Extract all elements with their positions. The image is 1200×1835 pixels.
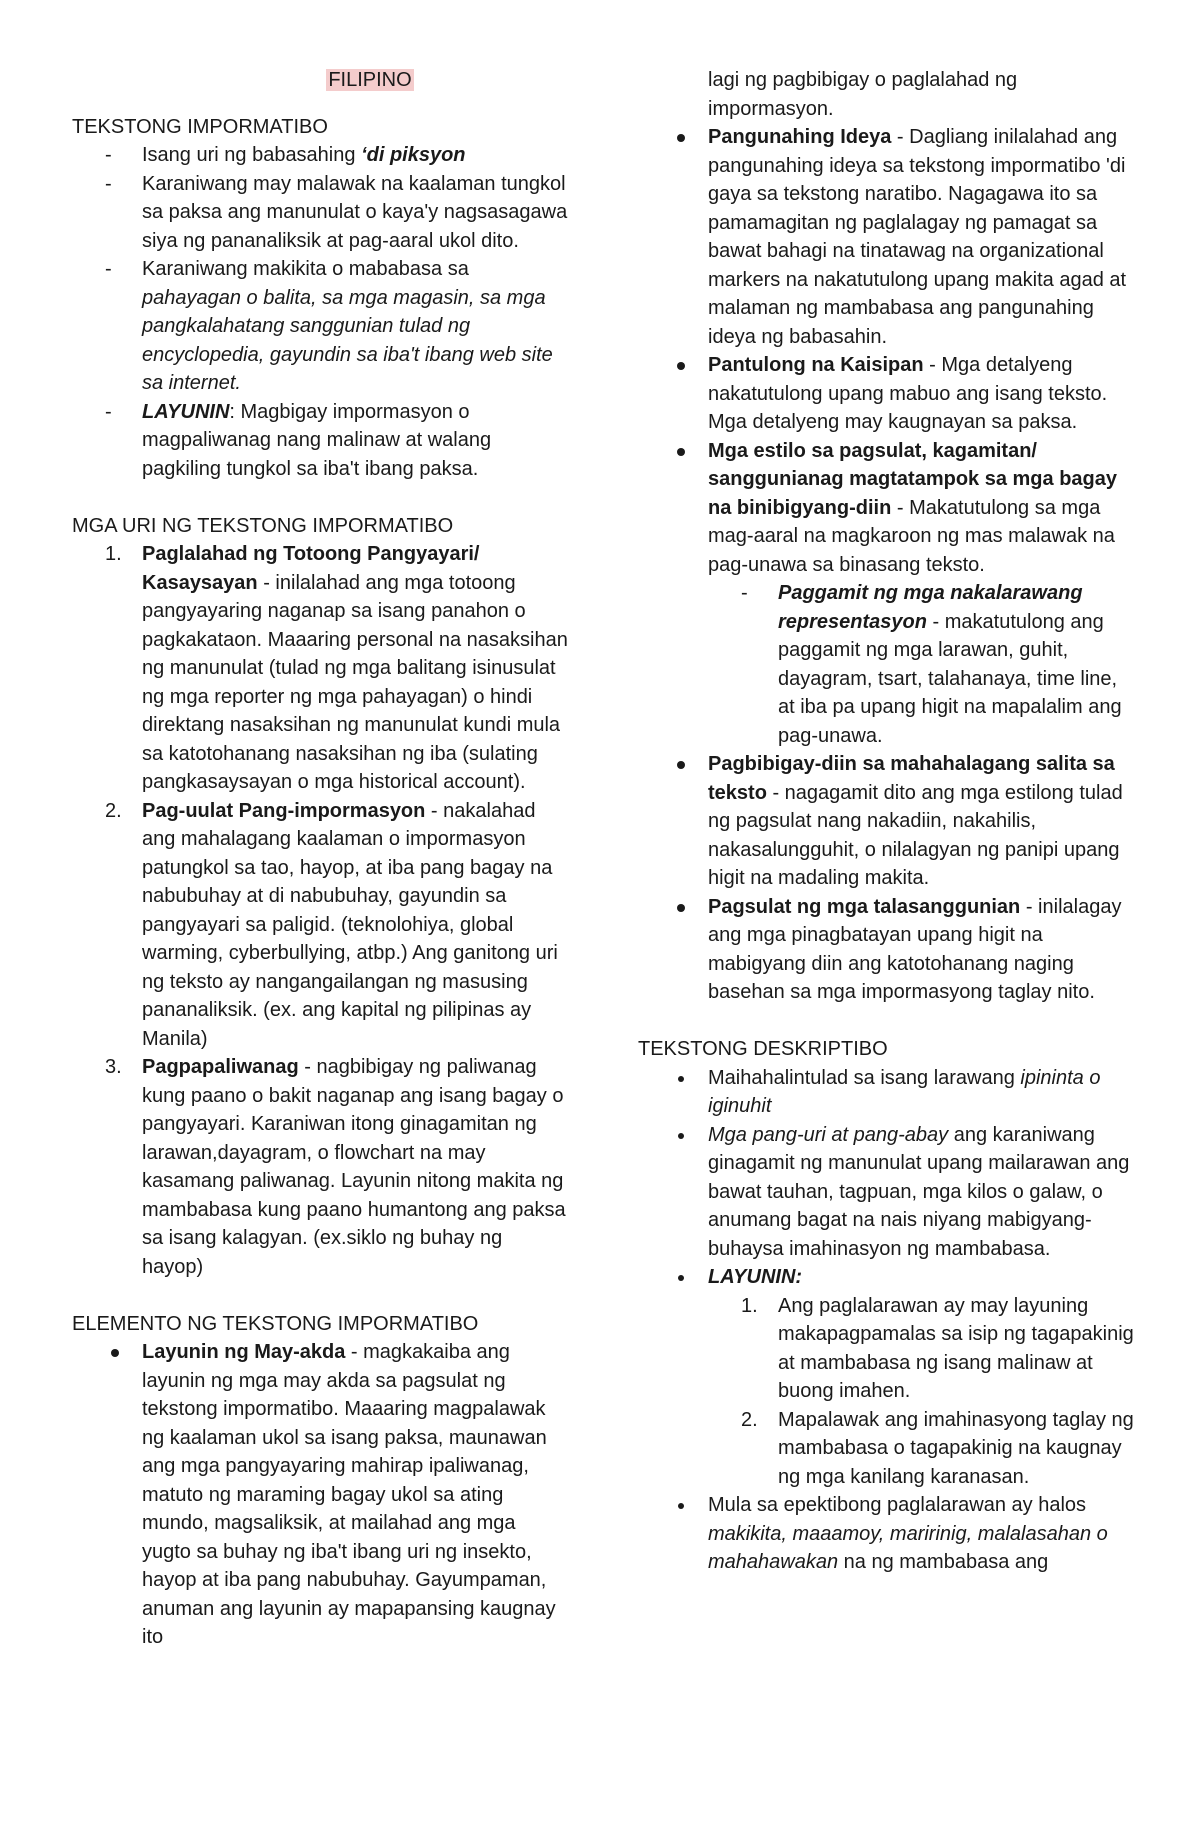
bullet-icon — [677, 761, 685, 769]
mga-uri-list — [72, 540, 568, 1281]
left-column — [72, 66, 568, 1652]
bullet-icon — [677, 904, 685, 912]
sub-list — [638, 579, 1138, 750]
impormatibo-list — [72, 141, 568, 483]
bullet-icon — [678, 1275, 684, 1281]
title-block — [72, 66, 568, 95]
list-item: Pagbibigay-diin sa mahahalagang salita sa teksto - nagagamit dito ang mga estilong tulad ng pagsulat nang nakadiin, nakahilis, nakasalungguhit, o nilalagyan ng panipi upang higit na madaling makita. — [638, 750, 1138, 893]
bullet-icon — [111, 1349, 119, 1357]
deskriptibo-list-2 — [638, 1491, 1138, 1577]
bullet-icon — [678, 1076, 684, 1082]
section-heading-deskriptibo: TEKSTONG DESKRIPTIBO — [638, 1038, 888, 1060]
list-item: - LAYUNIN: Magbigay impormasyon o magpaliwanag nang malinaw at walang pagkiling tungkol sa iba't ibang paksa. — [105, 400, 492, 480]
list-item: 1. Paglalahad ng Totoong Pangyayari/ Kasaysayan - inilalahad ang mga totoong pangyayaring naganap sa isang panahon o pagkakataon. Maaaring personal na nasaksihan ng manunulat (tulad ng mga balitang isinusulat ng mga reporter ng mga pahayagan) o hindi direktang nasaksihan ng manunulat kundi mula sa katotohanang nasaksihan ng iba (sulating pangkasaysayan o mga historical account). — [105, 543, 568, 793]
list-item: Mula sa epektibong paglalarawan ay halos makikita, maaamoy, maririnig, malalasahan o mahahawakan na ng mambabasa ang — [638, 1491, 1138, 1577]
list-item: Mga pang-uri at pang-abay ang karaniwang ginagamit ng manunulat upang mailarawan ang bawat tauhan, tagpuan, mga kilos o galaw, o anumang bagat na nais niyang mabigyang-buhaysa imahinasyon ng mambabasa. — [638, 1121, 1138, 1264]
list-item: 2. Pag-uulat Pang-impormasyon - nakalahad ang mahalagang kaalaman o impormasyon patungkol sa tao, hayop, at iba pang bagay na nabubuhay at di nabubuhay, gayundin sa pangyayari sa paligid. (teknolohiya, global warming, cyberbullying, atbp.) Ang ganitong uri ng teksto ay nangangailangan ng masusing pananaliksik. (ex. ang kapital ng pilipinas ay Manila) — [105, 799, 558, 1050]
list-item: 3. Pagpapaliwanag - nagbibigay ng paliwanag kung paano o bakit naganap ang isang bagay o pangyayari. Karaniwan itong ginagamitan ng larawan,dayagram, o flowchart na may kasamang paliwanag. Layunin nitong makita ng mambabasa kung paano humantong ang paksa sa isang kalagyan. (ex.siklo ng buhay ng hayop) — [105, 1056, 566, 1278]
bullet-icon — [677, 362, 685, 370]
bullet-icon — [677, 134, 685, 142]
list-item: Pagsulat ng mga talasanggunian - inilalagay ang mga pinagbatayan upang higit na mabigyang diin ang katotohanang naging basehan sa mga impormasyong taglay nito. — [638, 893, 1138, 1007]
bullet-icon — [678, 1503, 684, 1509]
list-item: Maihahalintulad sa isang larawang ipininta o iginuhit — [638, 1064, 1138, 1121]
list-item: Layunin ng May-akda - magkakaiba ang layunin ng mga may akda sa pagsulat ng tekstong impormatibo. Maaaring magpalawak ng kaalaman ukol sa isang paksa, maunawan ang mga pangyayaring mahirap ipaliwanag, matuto ng maraming bagay ukol sa ating mundo, magsaliksik, at mailahad ang mga yugto sa buhay ng iba't ibang uri ng insekto, hayop at iba pang nabubuhay. Gayumpaman, anuman ang layunin ay mapapansing kaugnay ito — [72, 1338, 568, 1652]
list-item: - Isang uri ng babasahing ‘di piksyon — [105, 144, 466, 166]
list-item: LAYUNIN: — [638, 1263, 1138, 1292]
list-item: Pangunahing Ideya - Dagliang inilalahad ang pangunahing ideya sa tekstong impormatibo 'di gaya sa tekstong naratibo. Nagagawa ito sa pamamagitan ng paglalagay ng pamagat sa bawat bahagi na tinatawag na organizational markers na nakatutulong upang makita agad at malaman ng mambabasa ang pangunahing ideya ng babasahin. — [638, 123, 1138, 351]
layunin-list — [638, 1292, 1138, 1492]
bullet-icon — [678, 1133, 684, 1139]
list-item: - Paggamit ng mga nakalarawang representasyon - makatutulong ang paggamit ng mga larawan, guhit, dayagram, tsart, talahanaya, time line, at iba pa upang higit na mapalalim ang pag-unawa. — [741, 582, 1122, 747]
section-heading-elemento: ELEMENTO NG TEKSTONG IMPORMATIBO — [72, 1312, 479, 1335]
bullet-icon — [677, 448, 685, 456]
list-item: - Karaniwang may malawak na kaalaman tungkol sa paksa ang manunulat o kaya'y nagsasagawa siya ng pananaliksik at pag-aaral ukol dito. — [105, 172, 568, 252]
right-column — [638, 66, 1138, 1577]
list-item: Pantulong na Kaisipan - Mga detalyeng nakatutulong upang mabuo ang isang teksto. Mga detalyeng may kaugnayan sa paksa. — [638, 351, 1138, 437]
list-item: - Karaniwang makikita o mababasa sa pahayagan o balita, sa mga magasin, sa mga pangkalahatang sanggunian tulad ng encyclopedia, gayundin sa iba't ibang web site sa internet. — [105, 258, 553, 394]
deskriptibo-list — [638, 1064, 1138, 1292]
elemento-list — [72, 1338, 568, 1652]
section-heading-mga-uri: MGA URI NG TEKSTONG IMPORMATIBO — [72, 514, 454, 537]
document-title: FILIPINO — [328, 69, 412, 91]
section-heading-impormatibo: TEKSTONG IMPORMATIBO — [72, 115, 328, 138]
list-item: 1. Ang paglalarawan ay may layuning makapagpamalas sa isip ng tagapakinig at mambabasa ng isang malinaw at buong imahen. — [741, 1294, 1134, 1402]
elemento-list-continued — [638, 123, 1138, 579]
continued-text: lagi ng pagbibigay o paglalahad ng impormasyon. — [708, 69, 1018, 120]
elemento-list-continued-2 — [638, 750, 1138, 1007]
list-item: Mga estilo sa pagsulat, kagamitan/ sanggunianag magtatampok sa mga bagay na binibigyang-diin - Makatutulong sa mga mag-aaral na magkaroon ng mas malawak na pag-unawa sa binasang teksto. — [638, 437, 1138, 580]
list-item: 2. Mapalawak ang imahinasyong taglay ng mambabasa o tagapakinig na kaugnay ng mga kanilang karanasan. — [741, 1408, 1134, 1488]
